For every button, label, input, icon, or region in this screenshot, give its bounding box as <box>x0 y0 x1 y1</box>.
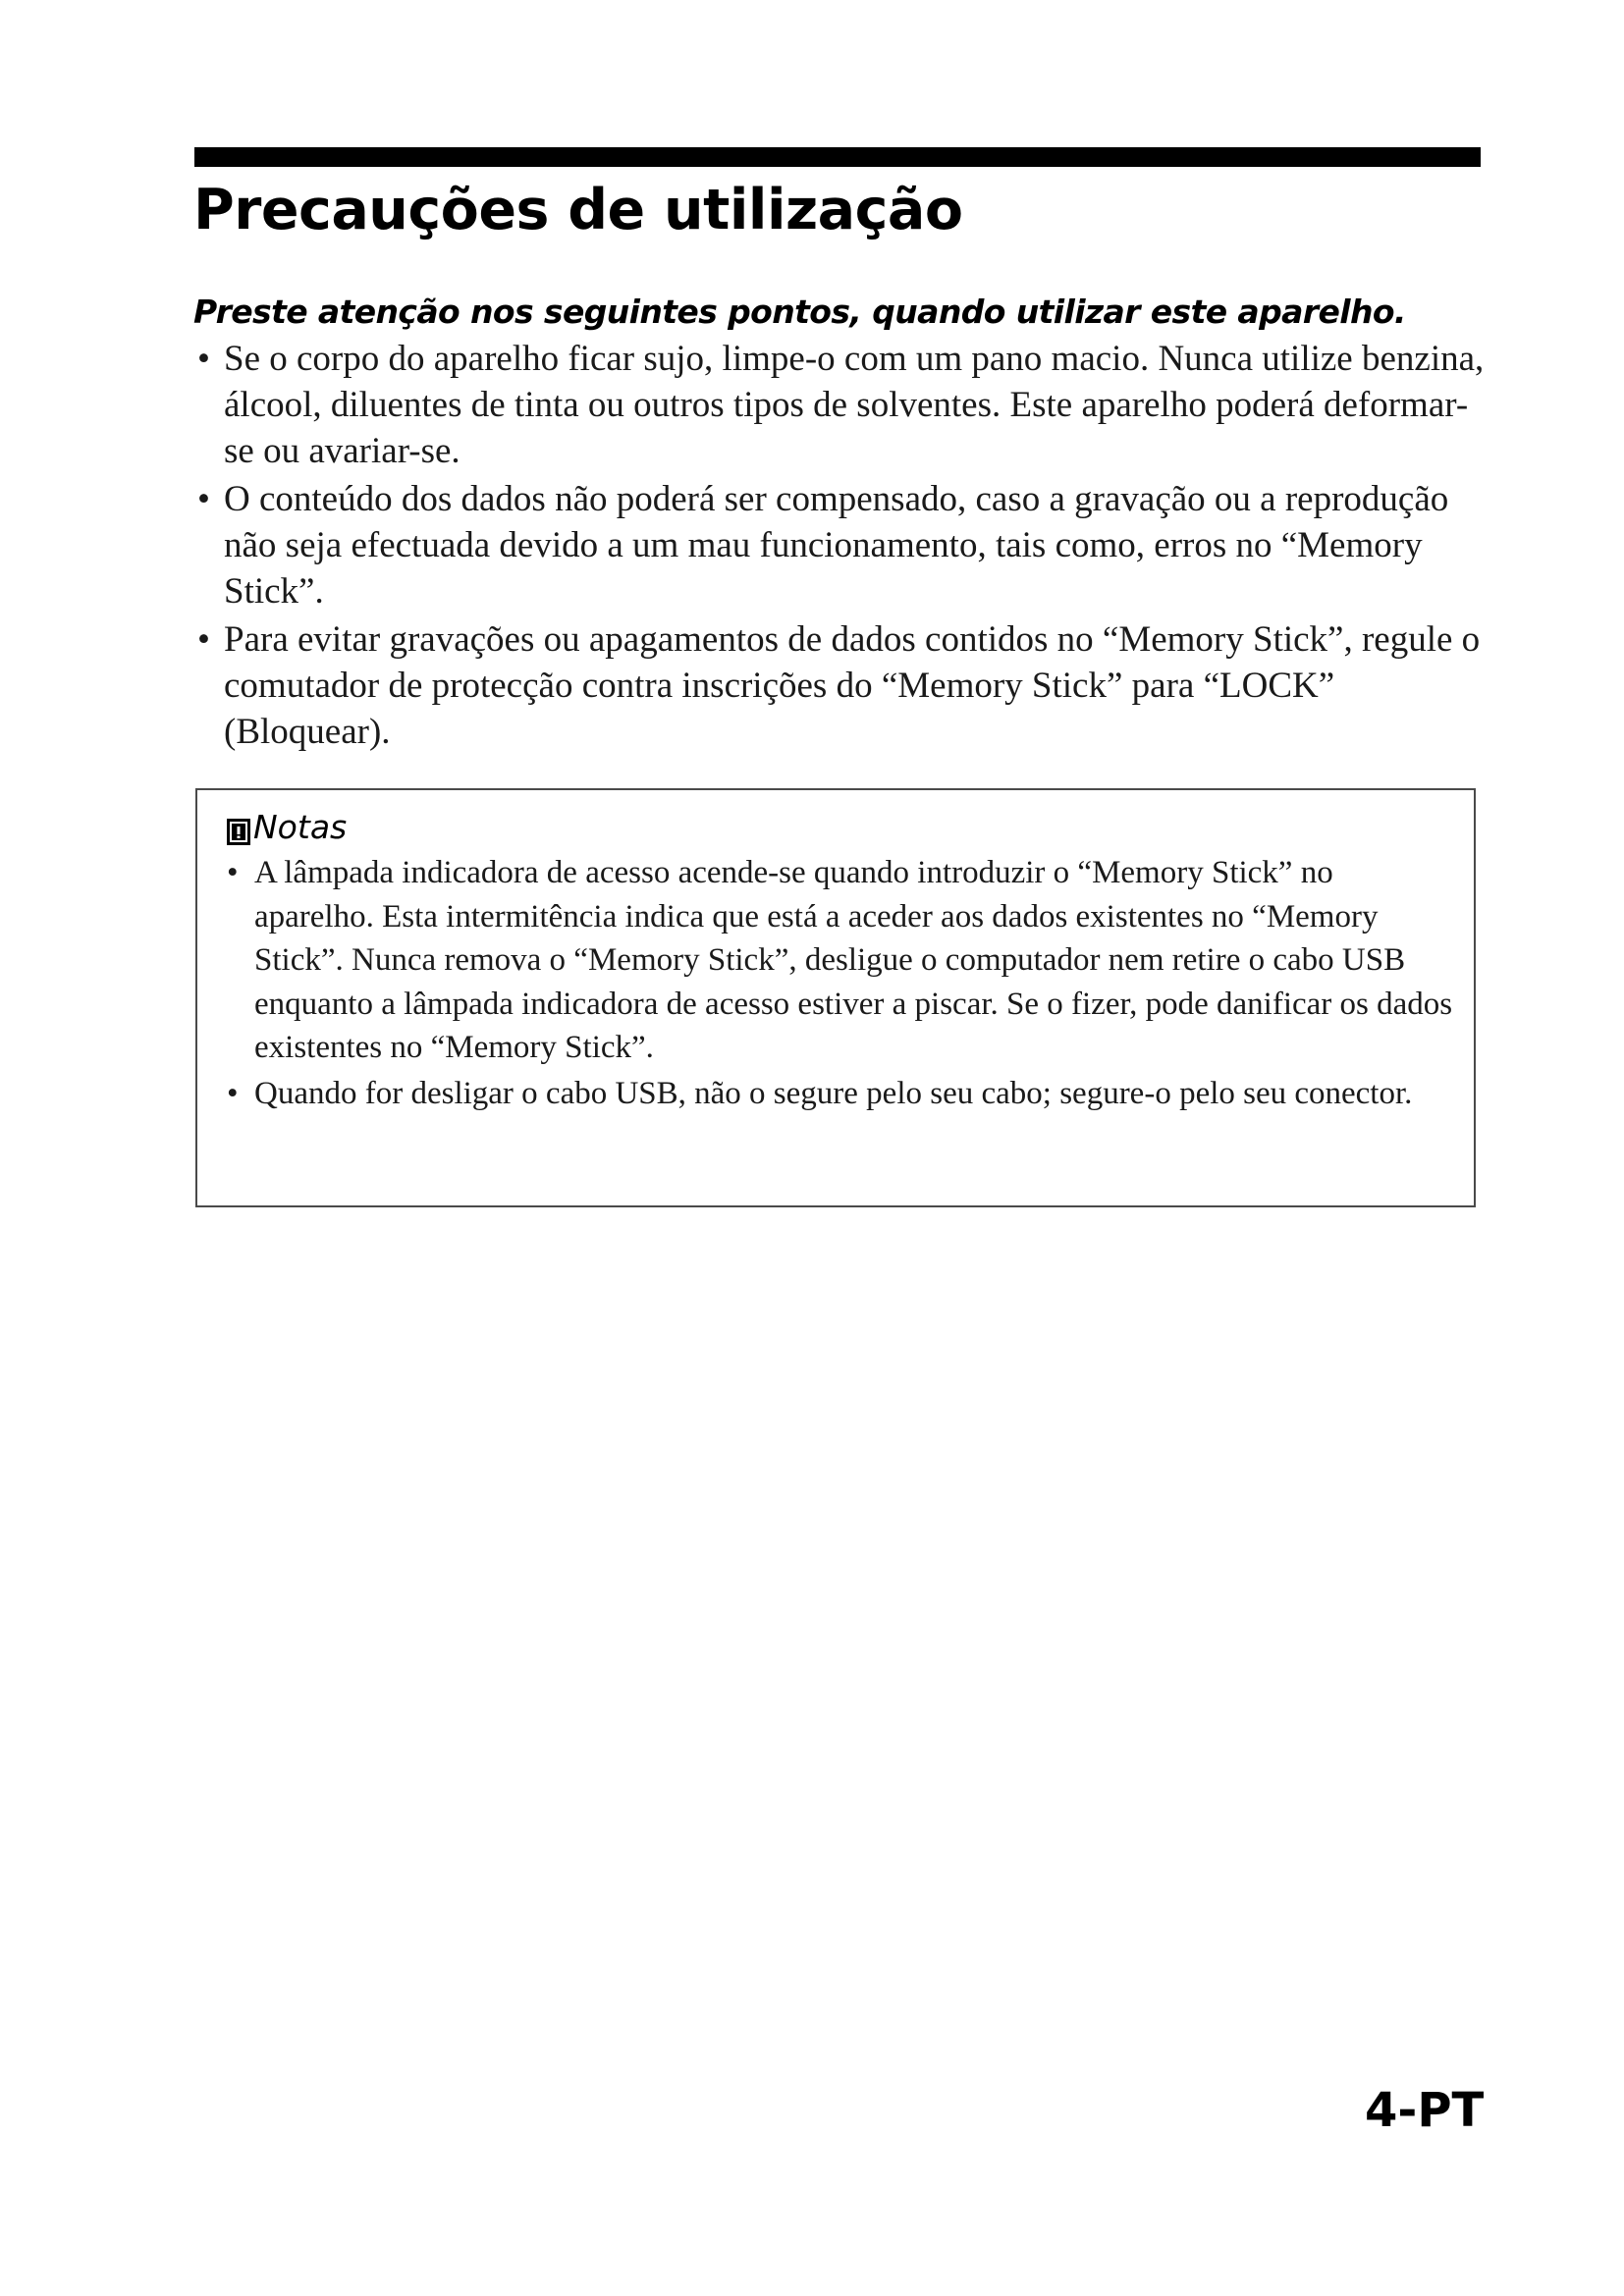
page-title: Precauções de utilização <box>193 178 963 242</box>
precaution-item: • Se o corpo do aparelho ficar sujo, limpe-o com um pano macio. Nunca utilize benzina, álcool, diluentes de tinta ou outros tipos de solventes. Este aparelho poderá deformar-se ou avariar-se. <box>193 336 1489 474</box>
notes-heading <box>227 808 347 847</box>
precaution-item: • O conteúdo dos dados não poderá ser compensado, caso a gravação ou a reprodução não seja efectuada devido a um mau funcionamento, tais como, erros no “Memory Stick”. <box>193 476 1489 614</box>
notes-heading-label: Notas <box>253 808 348 846</box>
note-item: • A lâmpada indicadora de acesso acende-se quando introduzir o “Memory Stick” no aparelho. Esta intermitência indica que está a aceder aos dados existentes no “Memory Stick”. Nunca remova o “Memory Stick”, desligue o computador nem retire o cabo USB enquanto a lâmpada indicadora de acesso estiver a piscar. Se o fizer, pode danificar os dados existentes no “Memory Stick”. <box>227 851 1454 1070</box>
notes-box <box>195 788 1476 1207</box>
top-rule <box>194 147 1481 167</box>
notes-list <box>227 851 1454 1117</box>
precaution-item: • Para evitar gravações ou apagamentos de dados contidos no “Memory Stick”, regule o comutador de protecção contra inscrições do “Memory Stick” para “LOCK” (Bloquear). <box>193 616 1489 755</box>
note-item: • Quando for desligar o cabo USB, não o segure pelo seu cabo; segure-o pelo seu conector. <box>227 1072 1454 1116</box>
page-number: 4-PT <box>1365 2083 1485 2138</box>
notes-icon <box>227 815 250 841</box>
intro-text: Preste atenção nos seguintes pontos, quando utilizar este aparelho. <box>193 293 1406 331</box>
precautions-list <box>193 336 1489 757</box>
